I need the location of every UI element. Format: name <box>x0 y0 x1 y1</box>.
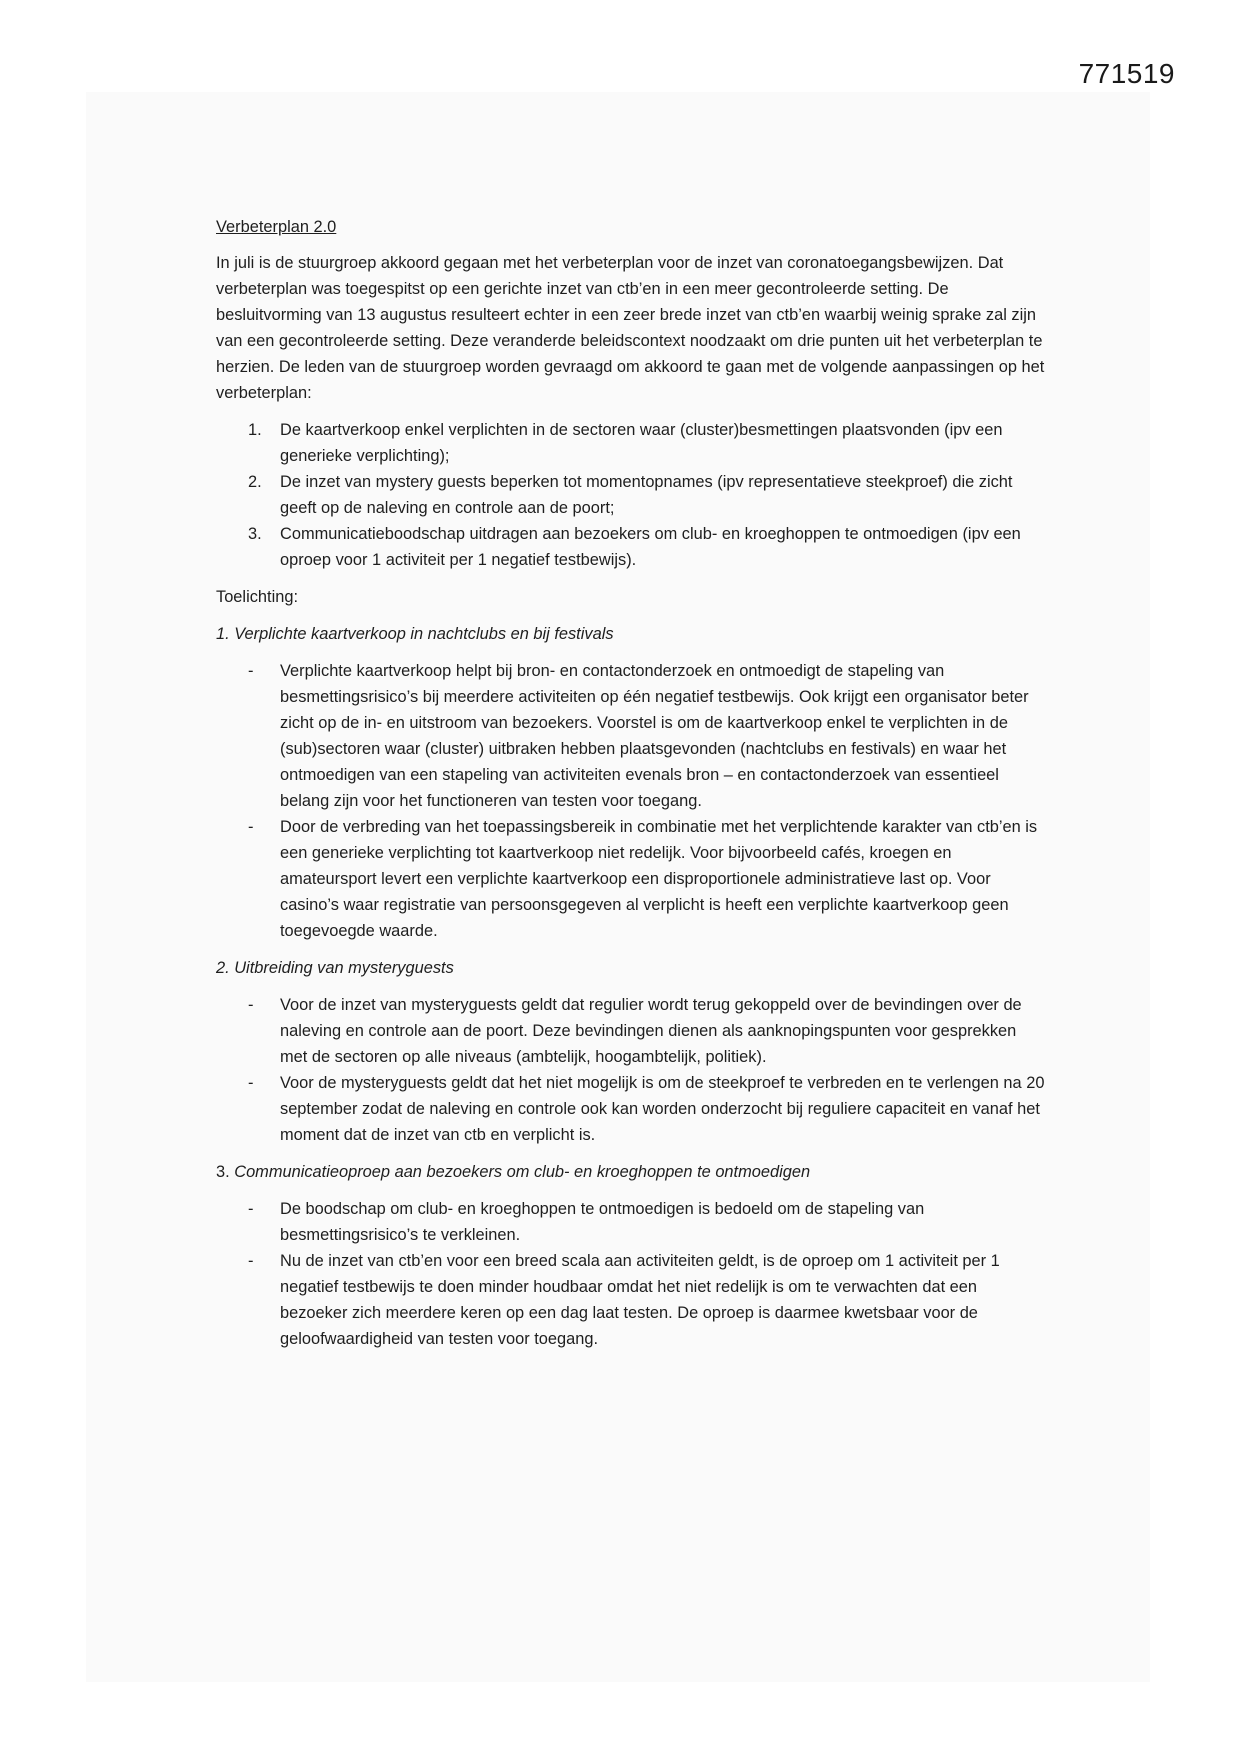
list-item: - Verplichte kaartverkoop helpt bij bron- en contactonderzoek en ontmoedigt de stapeling van besmettingsrisico’s bij meerdere activiteiten op één negatief testbewijs. Ook krijgt een organisator beter zicht op de in- en uitstroom van bezoekers. Voorstel is om de kaartverkoop enkel te verplichten in de (sub)sectoren waar (cluster) uitbraken hebben plaatsgevonden (nachtclubs en festivals) en waar het ontmoedigen van een stapeling van activiteiten evenals bron – en contactonderzoek van essentieel belang zijn voor het functioneren van testen voor toegang. <box>248 662 1029 810</box>
document-title: Verbeterplan 2.0 <box>216 218 337 236</box>
list-item: - De boodschap om club- en kroeghoppen te ontmoedigen is bedoeld om de stapeling van besmettingsrisico’s te verkleinen. <box>248 1200 925 1244</box>
numbered-list <box>216 417 1046 573</box>
section-heading: 1. Verplichte kaartverkoop in nachtclubs en bij festivals <box>216 625 614 643</box>
intro-paragraph: In juli is de stuurgroep akkoord gegaan met het verbeterplan voor de inzet van coronatoegangsbewijzen. Dat verbeterplan was toegespitst op een gerichte inzet van ctb’en in een meer gecontroleerde setting. De besluitvorming van 13 augustus resulteert echter in een zeer brede inzet van ctb’en waarbij weinig sprake zal zijn van een gecontroleerde setting. Deze veranderde beleidscontext noodzaakt om drie punten uit het verbeterplan te herzien. De leden van de stuurgroep worden gevraagd om akkoord te gaan met de volgende aanpassingen op het verbeterplan: <box>216 254 1045 402</box>
list-item: 3. Communicatieboodschap uitdragen aan bezoekers om club- en kroeghoppen te ontmoedigen (ipv een oproep voor 1 activiteit per 1 negatief testbewijs). <box>248 525 1021 569</box>
bullet-list <box>216 1196 1046 1352</box>
list-item: - Voor de inzet van mysteryguests geldt dat regulier wordt terug gekoppeld over de bevindingen over de naleving en controle aan de poort. Deze bevindingen dienen als aanknopingspunten voor gesprekken met de sectoren op alle niveaus (ambtelijk, hoogambtelijk, politiek). <box>248 996 1022 1066</box>
document-number: 771519 <box>1078 58 1175 89</box>
list-item: - Nu de inzet van ctb’en voor een breed scala aan activiteiten geldt, is de oproep om 1 activiteit per 1 negatief testbewijs te doen minder houdbaar omdat het niet redelijk is om te verwachten dat een bezoeker zich meerdere keren op een dag laat testen. De oproep is daarmee kwetsbaar voor de geloofwaardigheid van testen voor toegang. <box>248 1252 1000 1348</box>
bullet-list <box>216 992 1046 1148</box>
bullet-list <box>216 658 1046 944</box>
section-heading: 2. Uitbreiding van mysteryguests <box>216 959 454 977</box>
list-item: - Door de verbreding van het toepassingsbereik in combinatie met het verplichtende karakter van ctb’en is een generieke verplichting tot kaartverkoop niet redelijk. Voor bijvoorbeeld cafés, kroegen en amateursport levert een verplichte kaartverkoop een disproportionele administratieve last op. Voor casino’s waar registratie van persoonsgegeven al verplicht is heeft een verplichte kaartverkoop geen toegevoegde waarde. <box>248 818 1038 940</box>
toelichting-label: Toelichting: <box>216 588 299 606</box>
section-heading: 3. Communicatieoproep aan bezoekers om club- en kroeghoppen te ontmoedigen <box>216 1163 811 1181</box>
list-item: - Voor de mysteryguests geldt dat het niet mogelijk is om de steekproef te verbreden en te verlengen na 20 september zodat de naleving en controle ook kan worden onderzocht bij reguliere capaciteit en vanaf het moment dat de inzet van ctb en verplicht is. <box>248 1074 1045 1144</box>
list-item: 1. De kaartverkoop enkel verplichten in de sectoren waar (cluster)besmettingen plaatsvonden (ipv een generieke verplichting); <box>248 421 1003 465</box>
document-body <box>216 214 1046 1363</box>
list-item: 2. De inzet van mystery guests beperken tot momentopnames (ipv representatieve steekproef) die zicht geeft op de naleving en controle aan de poort; <box>248 473 1013 517</box>
